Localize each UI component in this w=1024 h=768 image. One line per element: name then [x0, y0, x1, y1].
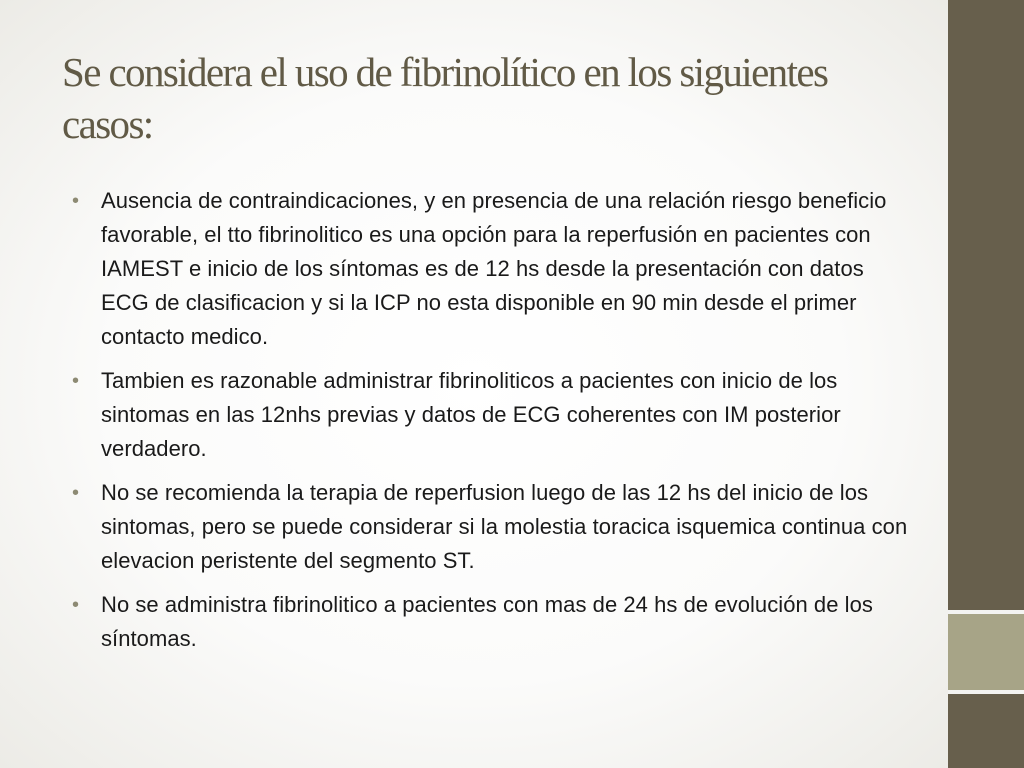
bullet-text: Tambien es razonable administrar fibrinoliticos a pacientes con inicio de los sintomas en las 12nhs previas y datos de ECG coherentes con IM posterior verdadero.: [101, 368, 841, 461]
bullet-dot-icon: •: [72, 594, 80, 616]
decorative-sidebar: [948, 0, 1024, 768]
bullet-item: [72, 184, 912, 354]
sidebar-band-bottom: [948, 692, 1024, 768]
bullet-text: No se administra fibrinolitico a pacientes con mas de 24 hs de evolución de los síntomas.: [101, 592, 873, 651]
bullet-dot-icon: •: [72, 190, 80, 212]
bullet-item: [72, 588, 912, 656]
slide-title: Se considera el uso de fibrinolítico en los siguientes casos:: [62, 49, 828, 147]
bullet-list: [72, 184, 912, 666]
bullet-item: [72, 364, 912, 466]
sidebar-band-top: [948, 0, 1024, 612]
bullet-dot-icon: •: [72, 370, 80, 392]
sidebar-band-accent: [948, 612, 1024, 692]
bullet-dot-icon: •: [72, 482, 80, 504]
sidebar-divider: [948, 690, 1024, 694]
bullet-item: [72, 476, 912, 578]
bullet-text: Ausencia de contraindicaciones, y en presencia de una relación riesgo beneficio favorable, el tto fibrinolitico es una opción para la reperfusión en pacientes con IAMEST e inicio de los síntomas es de 12 hs desde la presentación con datos ECG de clasificacion y si la ICP no esta disponible en 90 min desde el primer contacto medico.: [101, 188, 887, 349]
bullet-text: No se recomienda la terapia de reperfusion luego de las 12 hs del inicio de los sintomas, pero se puede considerar si la molestia toracica isquemica continua con elevacion peristente del segmento ST.: [101, 480, 908, 573]
sidebar-divider: [948, 610, 1024, 614]
